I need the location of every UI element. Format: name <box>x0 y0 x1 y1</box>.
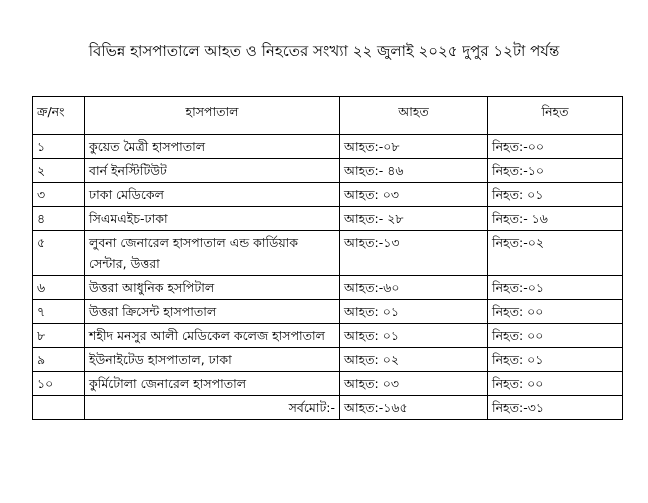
row-hospital: উত্তরা ক্রিসেন্ট হাসপাতাল <box>85 300 340 324</box>
table-row <box>33 135 623 159</box>
row-dead: নিহত:- ১৬ <box>488 207 623 231</box>
row-serial: ৩ <box>33 183 85 207</box>
row-dead: নিহত: ০১ <box>488 183 623 207</box>
document-title: বিভিন্ন হাসপাতালে আহত ও নিহতের সংখ্যা ২২ জুলাই ২০২৫ দুপুর ১২টা পর্যন্ত <box>88 42 560 60</box>
row-hospital: ঢাকা মেডিকেল <box>85 183 340 207</box>
row-injured: আহত: ০১ <box>340 300 488 324</box>
row-hospital: কুয়েত মৈত্রী হাসপাতাল <box>85 135 340 159</box>
table-row <box>33 159 623 183</box>
row-serial: ৫ <box>33 231 85 276</box>
header-hospital: হাসপাতাল <box>85 97 340 135</box>
row-serial: ৪ <box>33 207 85 231</box>
row-serial: ৭ <box>33 300 85 324</box>
header-injured: আহত <box>340 97 488 135</box>
table-row <box>33 372 623 396</box>
row-injured: আহত:- ২৮ <box>340 207 488 231</box>
header-serial: ক্র/নং <box>33 97 85 135</box>
table-row <box>33 231 623 276</box>
row-hospital: ইউনাইটেড হাসপাতাল, ঢাকা <box>85 348 340 372</box>
total-row <box>33 396 623 420</box>
row-serial: ৯ <box>33 348 85 372</box>
total-label: সর্বমোট:- <box>85 396 340 420</box>
row-injured: আহত: ০৩ <box>340 372 488 396</box>
table-row <box>33 276 623 300</box>
row-injured: আহত:-৬০ <box>340 276 488 300</box>
table-row <box>33 348 623 372</box>
row-injured: আহত:-১৩ <box>340 231 488 276</box>
header-dead: নিহত <box>488 97 623 135</box>
row-hospital: লুবনা জেনারেল হাসপাতাল এন্ড কার্ডিয়াক সেন্টার, উত্তরা <box>85 231 340 276</box>
table-row <box>33 183 623 207</box>
total-injured: আহত:-১৬৫ <box>340 396 488 420</box>
row-injured: আহত:-০৮ <box>340 135 488 159</box>
row-dead: নিহত:-১০ <box>488 159 623 183</box>
row-hospital: কুর্মিটোলা জেনারেল হাসপাতাল <box>85 372 340 396</box>
row-dead: নিহত: ০০ <box>488 300 623 324</box>
row-hospital: শহীদ মনসুর আলী মেডিকেল কলেজ হাসপাতাল <box>85 324 340 348</box>
row-dead: নিহত:-০০ <box>488 135 623 159</box>
row-dead: নিহত: ০১ <box>488 348 623 372</box>
row-injured: আহত: ০৩ <box>340 183 488 207</box>
row-injured: আহত:- ৪৬ <box>340 159 488 183</box>
row-hospital: উত্তরা আধুনিক হসপিটাল <box>85 276 340 300</box>
row-injured: আহত: ০১ <box>340 324 488 348</box>
total-serial-cell <box>33 396 85 420</box>
row-dead: নিহত:-০১ <box>488 276 623 300</box>
row-dead: নিহত: ০০ <box>488 372 623 396</box>
table-header-row <box>33 97 623 135</box>
row-hospital: বার্ন ইনস্টিটিউট <box>85 159 340 183</box>
row-serial: ১ <box>33 135 85 159</box>
table-row <box>33 324 623 348</box>
casualty-table <box>32 96 623 420</box>
row-serial: ৬ <box>33 276 85 300</box>
row-injured: আহত: ০২ <box>340 348 488 372</box>
table-row <box>33 300 623 324</box>
table-row <box>33 207 623 231</box>
total-dead: নিহত:-৩১ <box>488 396 623 420</box>
row-hospital: সিএমএইচ-ঢাকা <box>85 207 340 231</box>
row-serial: ২ <box>33 159 85 183</box>
row-dead: নিহত:-০২ <box>488 231 623 276</box>
row-dead: নিহত: ০০ <box>488 324 623 348</box>
row-serial: ১০ <box>33 372 85 396</box>
row-serial: ৮ <box>33 324 85 348</box>
